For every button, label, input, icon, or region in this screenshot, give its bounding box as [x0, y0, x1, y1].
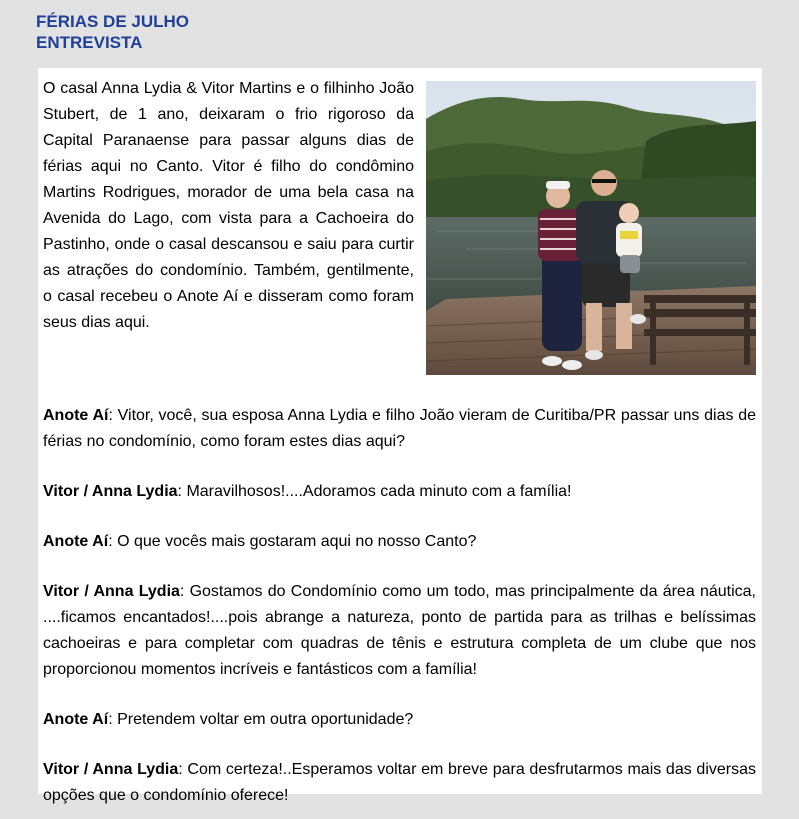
qa-speaker: Vitor / Anna Lydia [43, 483, 178, 500]
qa-text: : Maravilhosos!....Adoramos cada minuto com a família! [177, 483, 572, 500]
qa-text: : Com certeza!..Esperamos voltar em breve para desfrutarmos mais das diversas opções que o condomínio oferece! [43, 761, 756, 804]
qa-text: : Gostamos do Condomínio como um todo, mas principalmente da área náutica, ....ficamos encantados!....pois abrange a natureza, ponto de partida para as trilhas e belíssimas cachoeiras e para completar com quadras de tênis e estrutura completa de um clube que nos proporcionou momentos incríveis e fantásticos com a família! [43, 583, 756, 678]
qa-text: : O que vocês mais gostaram aqui no nosso Canto? [108, 533, 477, 550]
qa-speaker: Anote Aí [43, 533, 109, 550]
qa-item [43, 403, 756, 455]
article-panel [38, 68, 762, 804]
qa-item [43, 707, 756, 733]
intro-section [43, 76, 756, 385]
article-content [43, 76, 756, 809]
qa-speaker: Anote Aí [43, 711, 109, 728]
qa-text: : Pretendem voltar em outra oportunidade? [108, 711, 414, 728]
section-title: FÉRIAS DE JULHO [36, 12, 190, 31]
page-header [36, 11, 189, 53]
qa-speaker: Vitor / Anna Lydia [43, 583, 180, 600]
qa-item [43, 757, 756, 809]
qa-text: : Vitor, você, sua esposa Anna Lydia e filho João vieram de Curitiba/PR passar uns dias de férias no condomínio, como foram estes dias aqui? [43, 407, 756, 450]
qa-item [43, 479, 756, 505]
intro-paragraph: O casal Anna Lydia & Vitor Martins e o filhinho João Stubert, de 1 ano, deixaram o frio rigoroso da Capital Paranaense para passar alguns dias de férias aqui no Canto. Vitor é filho do condômino Martins Rodrigues, morador de uma bela casa na Avenida do Lago, com vista para a Cachoeira do Pastinho, onde o casal descansou e saiu para curtir as atrações do condomínio. Também, gentilmente, o casal recebeu o Anote Aí e disseram como foram seus dias aqui. [43, 80, 414, 331]
qa-speaker: Anote Aí [43, 407, 109, 424]
qa-item [43, 579, 756, 683]
family-photo [426, 81, 756, 375]
qa-item [43, 529, 756, 555]
section-subtitle: ENTREVISTA [36, 33, 143, 52]
qa-speaker: Vitor / Anna Lydia [43, 761, 179, 778]
